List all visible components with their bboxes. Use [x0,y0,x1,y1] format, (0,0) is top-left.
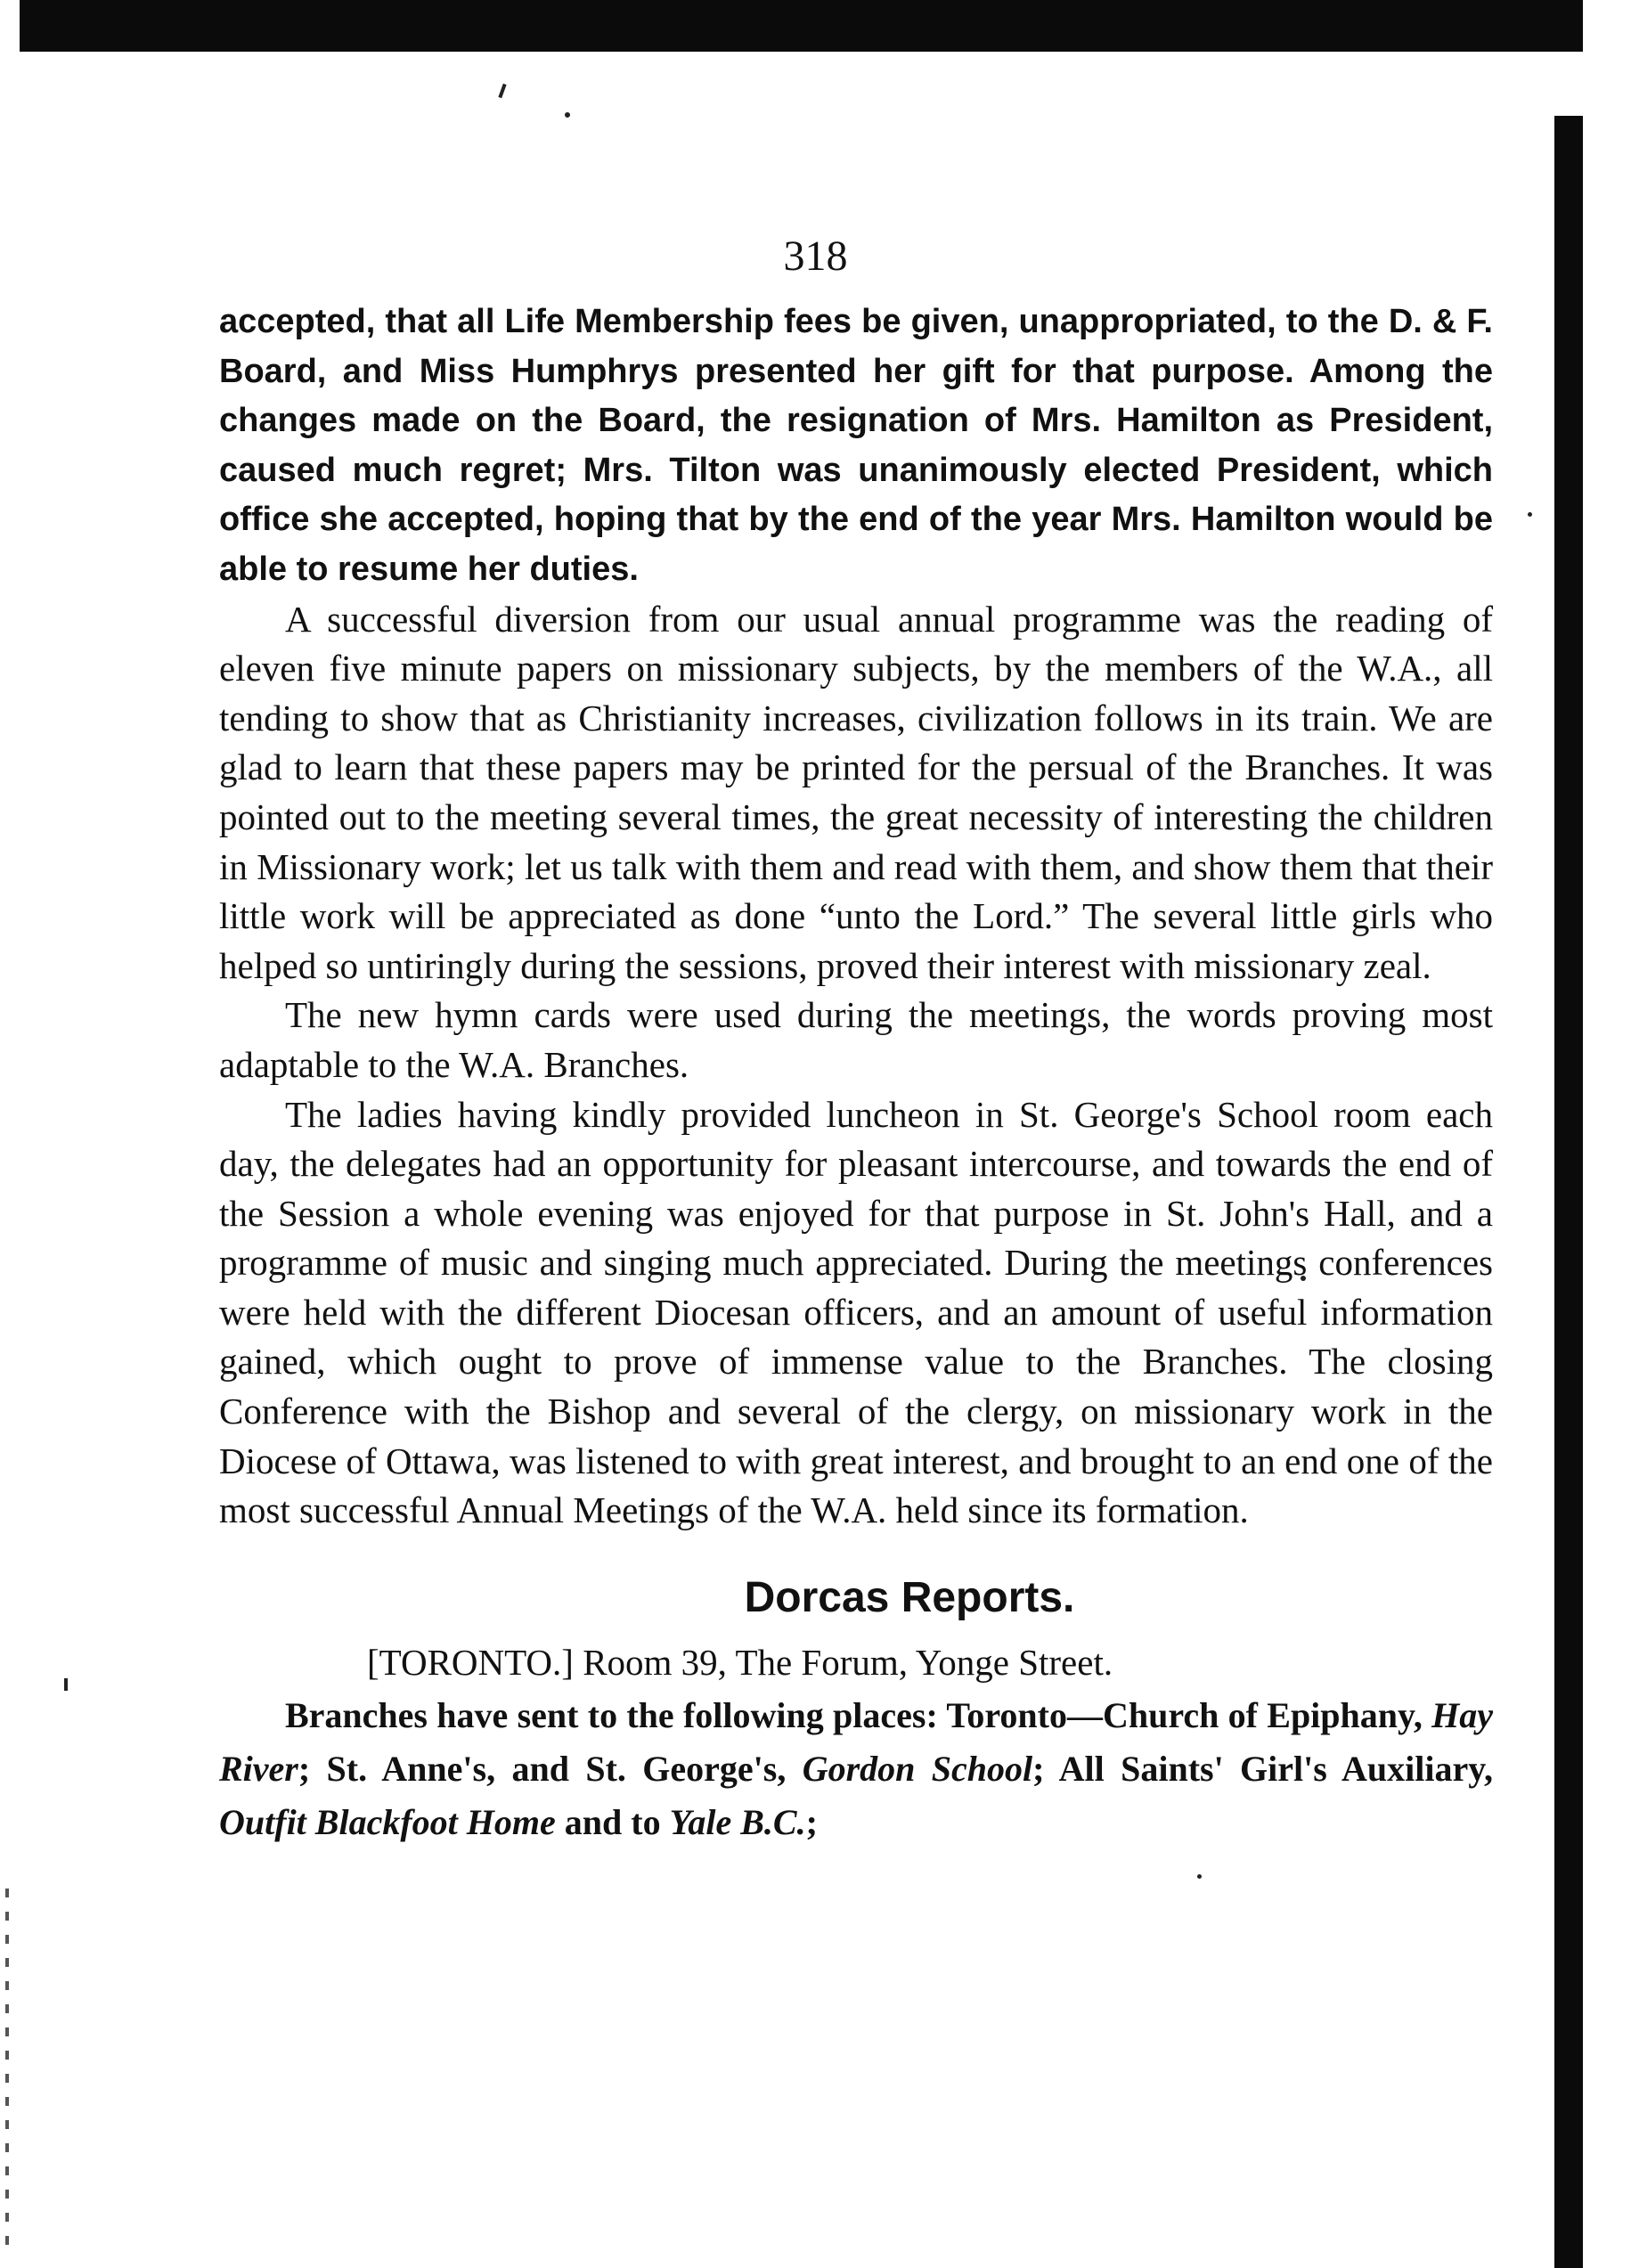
branches-paragraph [219,1689,1493,1849]
branches-text: ; [805,1801,818,1842]
scan-border-right [1554,116,1583,2268]
scan-speck [565,112,570,118]
branches-text: Branches have sent to the following places: Toronto—Church of Epiphany, [285,1694,1432,1735]
article-body [219,298,1493,1849]
scan-speck [498,84,506,98]
section-heading: Dorcas Reports. [744,1573,1075,1621]
location-line: [TORONTO.] Room 39, The Forum, Yonge Street. [367,1641,1113,1683]
paragraph-papers: A successful diversion from our usual annual programme was the reading of eleven five minute papers on missionary subjects, by the members of the W.A., all tending to show that as Christianity increases, civilization follows in its train. We are glad to learn that these papers may be printed for the persual of the Branches. It was pointed out to the meeting several times, the great necessity of interesting the children in Missionary work; let us talk with them and read with them, and show them that their little work will be appreciated as done “unto the Lord.” The several little girls who helped so untiringly during the sessions, proved their interest with missionary zeal. [219,598,1493,986]
place-yale: Yale B.C. [669,1801,806,1842]
branches-text: and to [555,1801,670,1842]
scan-border-top [20,0,1583,52]
paragraph-hymn-cards: The new hymn cards were used during the meetings, the words proving most adaptable to the W.A. Branches. [219,994,1493,1085]
scan-speck [64,1678,68,1691]
branches-text: ; St. Anne's, and St. George's, [298,1748,803,1789]
place-gordon-school: Gordon School [802,1748,1033,1789]
scan-edge-marks [5,1889,9,2245]
paragraph-luncheon: The ladies having kindly provided luncheon in St. George's School room each day, the delegates had an opportunity for pleasant intercourse, and towards the end of the Session a whole evening was enjoyed for that purpose in St. John's Hall, and a programme of music and singing much appreciated. During the meetings conferences were held with the different Diocesan officers, and an amount of useful information gained, which ought to prove of immense value to the Branches. The closing Conference with the Bishop and several of the clergy, on missionary work in the Diocese of Ottawa, was listened to with great interest, and brought to an end one of the most successful Annual Meetings of the W.A. held since its formation. [219,1093,1493,1531]
scan-speck [1528,512,1532,517]
branches-text: ; All Saints' Girl's Auxiliary, [1032,1748,1494,1789]
scan-speck [1197,1874,1202,1879]
place-hay-river: Hay River [219,1694,1493,1789]
page-number: 318 [783,233,848,280]
place-blackfoot-home: Outfit Blackfoot Home [219,1801,556,1842]
paragraph-continuation: accepted, that all Life Membership fees be given, unappropriated, to the D. & F. Board, and Miss Humphrys presented her gift for that purpose. Among the changes made on the Board, the resignation of Mrs. Hamilton as President, caused much regret; Mrs. Tilton was unanimously elected President, which office she accepted, hoping that by the end of the year Mrs. Hamilton would be able to resume her duties. [219,303,1493,588]
